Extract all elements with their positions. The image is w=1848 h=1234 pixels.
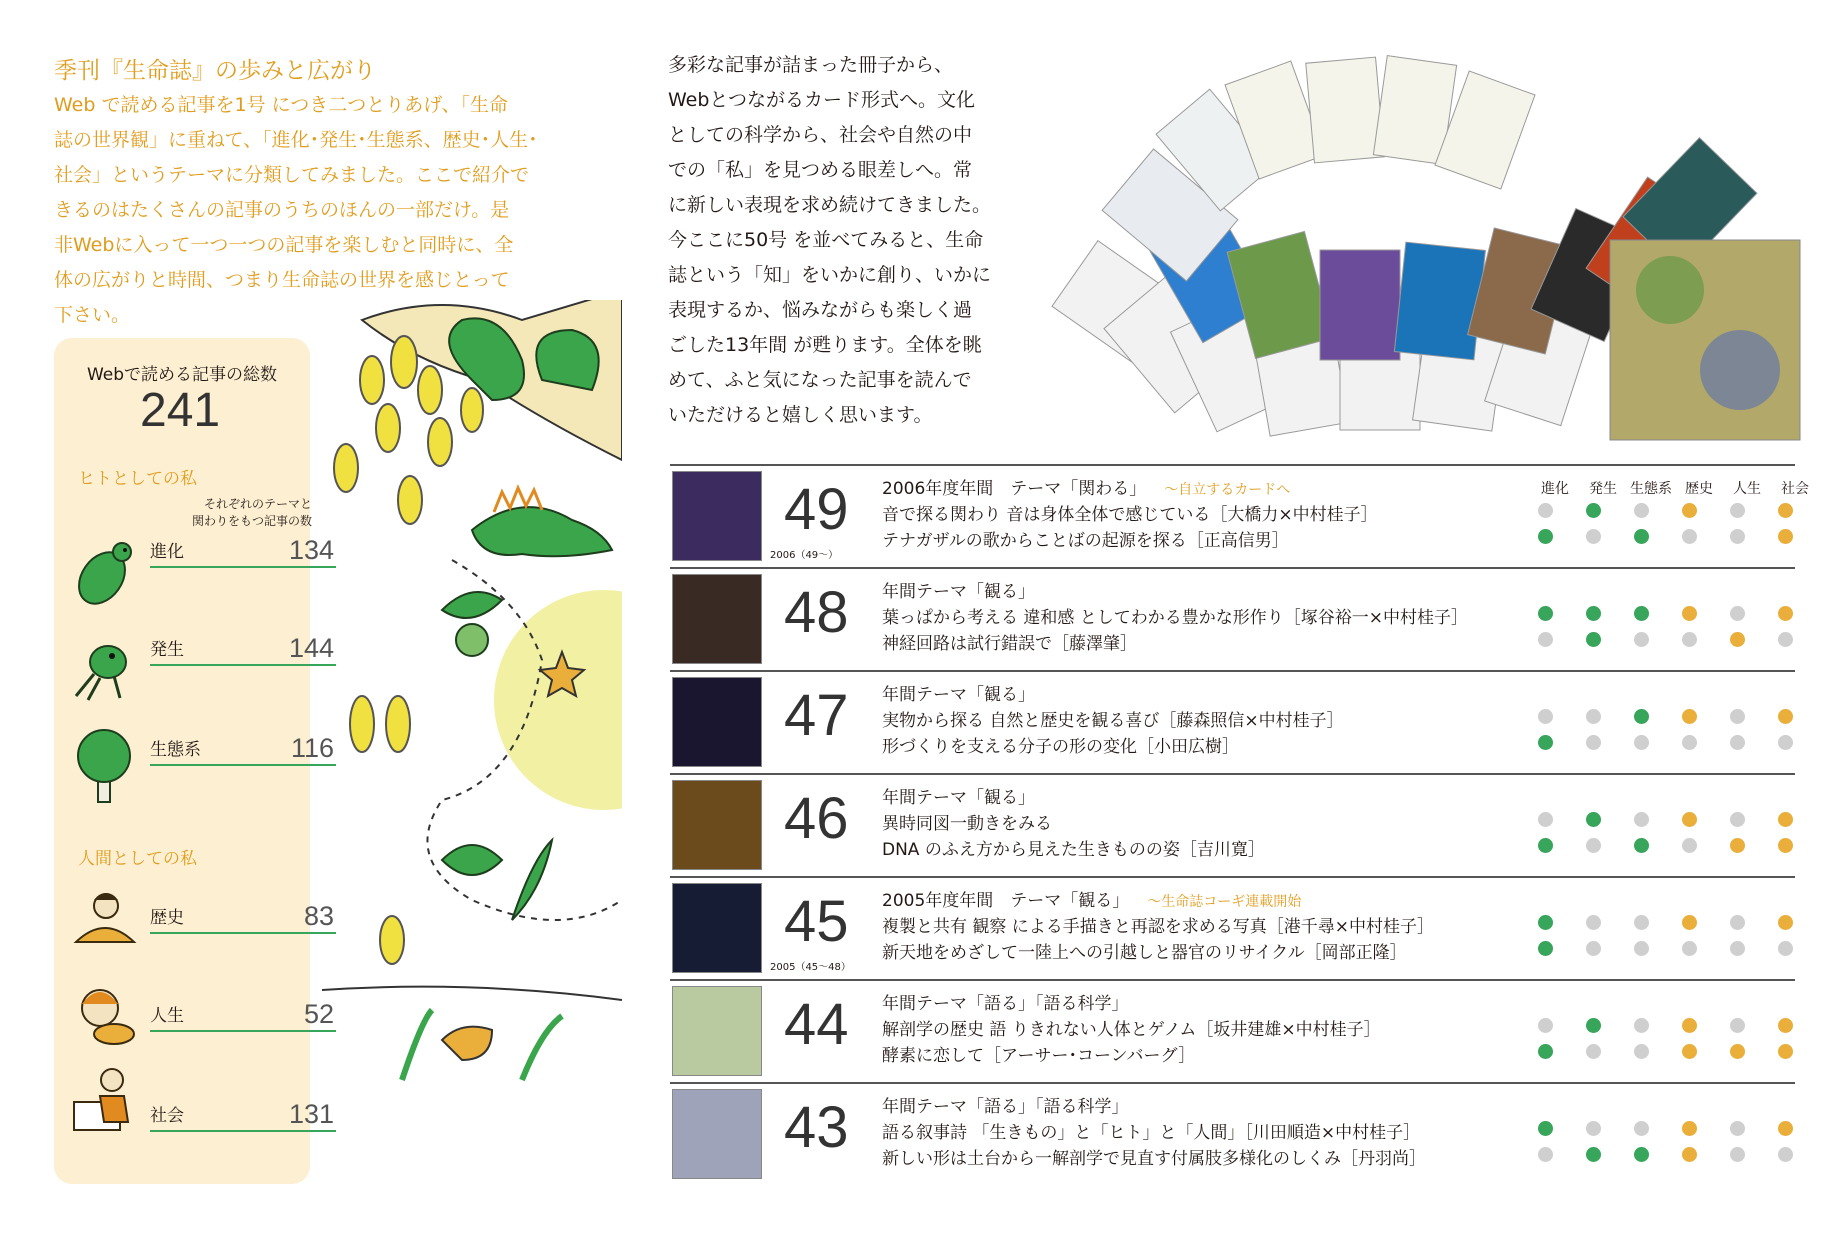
- theme-dot-yellow: [1778, 812, 1793, 827]
- header-history: 歴史: [1685, 481, 1713, 497]
- tadpole-icon: [70, 634, 140, 704]
- issue-number: 46: [784, 786, 849, 851]
- category-ecosystem: [150, 734, 336, 766]
- intro-text: [54, 88, 574, 333]
- theme-dot-green: [1538, 915, 1553, 930]
- theme-dot-yellow: [1682, 1147, 1697, 1162]
- issue-row: [670, 466, 1809, 569]
- tree-icon: [68, 726, 140, 806]
- description-line: ごした13年間 が甦ります。全体を眺: [668, 334, 982, 356]
- header-development: 発生: [1589, 481, 1617, 497]
- card-collection-photo: [1050, 40, 1810, 450]
- category-society: [150, 1100, 336, 1132]
- article-title: 複製と共有 観察 による手描きと再認を求める写真［港千尋×中村桂子］: [882, 917, 1435, 937]
- section-label-human-as-hito: ヒトとしての私: [78, 469, 197, 489]
- description-line: 誌という「知」をいかに創り、いかに: [668, 264, 992, 286]
- theme-dot-green: [1538, 838, 1553, 853]
- issue-cover: [672, 780, 762, 870]
- header-society: 社会: [1781, 481, 1809, 497]
- header-life: 人生: [1733, 481, 1761, 497]
- category-count: 116: [290, 733, 334, 763]
- theme-dot-gray: [1634, 915, 1649, 930]
- theme-dot-yellow: [1682, 503, 1697, 518]
- issue-theme: 年間テーマ「観る」: [882, 788, 1035, 808]
- category-name: 生態系: [150, 740, 201, 760]
- theme-dot-gray: [1730, 606, 1745, 621]
- historical-figure-icon: [70, 884, 140, 954]
- description-line: Webとつながるカード形式へ。文化: [668, 89, 976, 111]
- article-title: 新天地をめざして一陸上への引越しと器官のリサイクル［岡部正隆］: [882, 943, 1407, 963]
- total-label: Webで読める記事の総数: [86, 365, 278, 385]
- issue-cover: [672, 677, 762, 767]
- theme-dot-yellow: [1778, 1018, 1793, 1033]
- theme-dot-yellow: [1778, 1121, 1793, 1136]
- theme-dot-yellow: [1778, 1044, 1793, 1059]
- intro-line: 下さい。: [54, 304, 131, 326]
- article-title: 語る叙事詩 「生きもの」と「ヒト」と「人間」［川田順造×中村桂子］: [882, 1123, 1421, 1143]
- intro-line: 体の広がりと時間、つまり生命誌の世界を感じとって: [54, 269, 510, 291]
- theme-dot-green: [1586, 503, 1601, 518]
- article-title: テナガザルの歌からことばの起源を探る［正高信男］: [882, 531, 1289, 551]
- theme-dot-gray: [1586, 529, 1601, 544]
- theme-dot-yellow: [1730, 632, 1745, 647]
- issue-number: 45: [784, 889, 849, 954]
- theme-dot-green: [1634, 709, 1649, 724]
- theme-text: 2006年度年間 テーマ「関わる」: [882, 479, 1147, 499]
- category-name: 進化: [150, 542, 184, 562]
- theme-dot-yellow: [1682, 709, 1697, 724]
- theme-dot-green: [1538, 606, 1553, 621]
- theme-dot-gray: [1730, 812, 1745, 827]
- theme-dot-gray: [1730, 1121, 1745, 1136]
- category-evolution: [150, 536, 336, 568]
- theme-dot-yellow: [1778, 529, 1793, 544]
- intro-line: 社会」というテーマに分類してみました。ここで紹介で: [54, 164, 530, 186]
- theme-dot-gray: [1682, 529, 1697, 544]
- theme-dot-yellow: [1682, 1044, 1697, 1059]
- theme-dot-green: [1586, 632, 1601, 647]
- article-title: 形づくりを支える分子の形の変化［小田広樹］: [882, 737, 1239, 757]
- issue-row: [670, 569, 1795, 672]
- article-title: 異時同図一動きをみる: [882, 814, 1052, 834]
- issue-theme: 年間テーマ「語る」「語る科学」: [882, 994, 1129, 1014]
- theme-dot-gray: [1586, 735, 1601, 750]
- theme-dot-gray: [1538, 503, 1553, 518]
- description-line: に新しい表現を求め続けてきました。: [668, 194, 992, 216]
- issue-number: 43: [784, 1095, 849, 1160]
- theme-dot-gray: [1730, 735, 1745, 750]
- theme-dot-gray: [1586, 915, 1601, 930]
- issue-row: [670, 1084, 1795, 1185]
- theme-dot-green: [1538, 941, 1553, 956]
- theme-dot-gray: [1778, 1147, 1793, 1162]
- description-line: めて、ふと気になった記事を読んで: [668, 369, 972, 391]
- theme-dot-green: [1634, 838, 1649, 853]
- baby-icon: [70, 980, 140, 1050]
- description-line: いただけると嬉しく思います。: [668, 404, 933, 426]
- nature-illustration: [322, 300, 622, 1100]
- issue-theme: [882, 474, 1290, 499]
- issue-number: 48: [784, 580, 849, 645]
- theme-dot-gray: [1730, 1147, 1745, 1162]
- category-life: [150, 1000, 336, 1032]
- category-name: 歴史: [150, 908, 184, 928]
- theme-dot-green: [1538, 1121, 1553, 1136]
- article-title: 酵素に恋して［アーサー･コーンバーグ］: [882, 1046, 1196, 1066]
- description-line: での「私」を見つめる眼差しへ。常: [668, 159, 973, 181]
- theme-dot-green: [1538, 735, 1553, 750]
- theme-dot-gray: [1682, 735, 1697, 750]
- article-title: DNA のふえ方から見えた生きものの姿［吉川寛］: [882, 840, 1265, 860]
- theme-dot-gray: [1586, 709, 1601, 724]
- theme-dot-yellow: [1778, 709, 1793, 724]
- theme-dot-gray: [1586, 1121, 1601, 1136]
- theme-dot-green: [1586, 812, 1601, 827]
- theme-dot-gray: [1682, 632, 1697, 647]
- category-name: 発生: [150, 640, 184, 660]
- category-name: 人生: [150, 1006, 184, 1026]
- theme-dot-yellow: [1730, 838, 1745, 853]
- theme-dot-gray: [1586, 838, 1601, 853]
- article-title: 葉っぱから考える 違和感 としてわかる豊かな形作り［塚谷裕一×中村桂子］: [882, 608, 1469, 628]
- articles-table: [670, 464, 1809, 1185]
- issue-theme: [882, 886, 1301, 911]
- theme-dot-gray: [1682, 941, 1697, 956]
- theme-dot-gray: [1634, 1018, 1649, 1033]
- category-count: 52: [303, 999, 334, 1029]
- theme-dot-green: [1586, 606, 1601, 621]
- theme-subtitle: ～自立するカードへ: [1164, 482, 1291, 498]
- theme-dot-gray: [1538, 1147, 1553, 1162]
- intro-title: 季刊『生命誌』の歩みと広がり: [54, 58, 376, 84]
- issue-theme: 年間テーマ「観る」: [882, 685, 1035, 705]
- theme-dot-gray: [1634, 812, 1649, 827]
- theme-dot-gray: [1778, 632, 1793, 647]
- note-line: 関わりをもつ記事の数: [191, 514, 312, 528]
- theme-dot-gray: [1634, 1044, 1649, 1059]
- theme-dot-gray: [1730, 941, 1745, 956]
- theme-dot-yellow: [1682, 812, 1697, 827]
- issue-cover: [672, 883, 762, 973]
- theme-dot-yellow: [1778, 838, 1793, 853]
- theme-dot-yellow: [1682, 1018, 1697, 1033]
- theme-dot-yellow: [1778, 915, 1793, 930]
- issue-year: 2005（45～48）: [770, 962, 851, 973]
- category-count: 134: [288, 535, 334, 565]
- theme-dot-gray: [1538, 1018, 1553, 1033]
- section-label-human-as-ningen: 人間としての私: [78, 849, 197, 869]
- article-title: 神経回路は試行錯誤で［藤澤肇］: [882, 634, 1137, 654]
- category-count: 131: [288, 1099, 334, 1129]
- theme-dot-green: [1538, 529, 1553, 544]
- theme-dot-gray: [1586, 941, 1601, 956]
- theme-subtitle: ～生命誌コーギ連載開始: [1147, 894, 1302, 910]
- theme-dot-gray: [1730, 1018, 1745, 1033]
- theme-dot-green: [1586, 1018, 1601, 1033]
- issue-number: 44: [784, 992, 849, 1057]
- theme-dot-yellow: [1778, 606, 1793, 621]
- category-name: 社会: [150, 1106, 184, 1126]
- theme-dot-gray: [1634, 632, 1649, 647]
- issue-theme: 年間テーマ「観る」: [882, 582, 1035, 602]
- theme-dot-green: [1634, 529, 1649, 544]
- issue-row: [670, 672, 1795, 775]
- issue-theme: 年間テーマ「語る」「語る科学」: [882, 1097, 1129, 1117]
- article-title: 実物から探る 自然と歴史を観る喜び［藤森照信×中村桂子］: [882, 711, 1344, 731]
- theme-dot-yellow: [1778, 503, 1793, 518]
- description-line: 多彩な記事が詰まった冊子から、: [668, 54, 954, 76]
- theme-dot-gray: [1538, 812, 1553, 827]
- theme-dot-yellow: [1682, 606, 1697, 621]
- theme-dot-gray: [1730, 503, 1745, 518]
- total-value: 241: [140, 384, 221, 437]
- description-line: 今ここに50号 を並べてみると、生命: [668, 229, 984, 251]
- intro-line: 誌の世界観」に重ねて、「進化･発生･生態系、歴史･人生･: [54, 129, 538, 151]
- issue-cover: [672, 986, 762, 1076]
- description-text: [668, 48, 1028, 433]
- theme-dot-gray: [1778, 941, 1793, 956]
- issue-number: 49: [784, 477, 849, 542]
- header-ecosystem: 生態系: [1630, 481, 1672, 497]
- issue-row: [670, 878, 1795, 981]
- note: [142, 496, 312, 530]
- theme-dot-yellow: [1682, 915, 1697, 930]
- article-title: 新しい形は土台から一解剖学で見直す付属肢多様化のしくみ［丹羽尚］: [882, 1149, 1426, 1169]
- theme-dot-gray: [1586, 1044, 1601, 1059]
- header-evolution: 進化: [1541, 481, 1569, 497]
- category-count: 144: [288, 633, 334, 663]
- theme-dot-gray: [1778, 735, 1793, 750]
- theme-dot-gray: [1730, 915, 1745, 930]
- theme-dot-gray: [1538, 632, 1553, 647]
- issue-cover: [672, 1089, 762, 1179]
- theme-text: 2005年度年間 テーマ「観る」: [882, 891, 1130, 911]
- theme-dot-yellow: [1682, 1121, 1697, 1136]
- intro-line: きるのはたくさんの記事のうちのほんの一部だけ。是: [54, 199, 510, 221]
- note-line: それぞれのテーマと: [203, 497, 312, 511]
- intro-line: Web で読める記事を1号 につき二つとりあげ、「生命: [54, 94, 508, 116]
- theme-dot-gray: [1634, 1121, 1649, 1136]
- issue-row: [670, 775, 1795, 878]
- theme-dot-gray: [1634, 503, 1649, 518]
- category-development: [150, 634, 336, 666]
- issue-row: [670, 981, 1795, 1084]
- issue-number: 47: [784, 683, 849, 748]
- theme-dot-green: [1586, 1147, 1601, 1162]
- article-title: 音で探る関わり 音は身体全体で感じている［大橋力×中村桂子］: [882, 505, 1378, 525]
- theme-dot-gray: [1634, 735, 1649, 750]
- issue-cover: [672, 471, 762, 561]
- intro-line: 非Webに入って一つ一つの記事を楽しむと同時に、全: [54, 234, 514, 256]
- lizard-icon: [70, 536, 140, 606]
- description-line: 表現するか、悩みながらも楽しく過: [668, 299, 973, 321]
- theme-dot-green: [1538, 1044, 1553, 1059]
- category-history: [150, 902, 336, 934]
- issue-year: 2006（49～）: [770, 550, 839, 561]
- theme-dot-gray: [1682, 838, 1697, 853]
- theme-dot-green: [1634, 606, 1649, 621]
- office-worker-icon: [68, 1062, 140, 1138]
- description-line: としての科学から、社会や自然の中: [668, 124, 973, 146]
- article-title: 解剖学の歴史 語 りきれない人体とゲノム［坂井建雄×中村桂子］: [882, 1020, 1381, 1040]
- theme-dot-gray: [1730, 529, 1745, 544]
- category-count: 83: [303, 901, 334, 931]
- theme-dot-gray: [1730, 709, 1745, 724]
- theme-dot-green: [1634, 1147, 1649, 1162]
- stats-panel: [54, 338, 334, 1184]
- theme-dot-yellow: [1730, 1044, 1745, 1059]
- theme-dot-gray: [1634, 941, 1649, 956]
- theme-dot-gray: [1538, 709, 1553, 724]
- issue-cover: [672, 574, 762, 664]
